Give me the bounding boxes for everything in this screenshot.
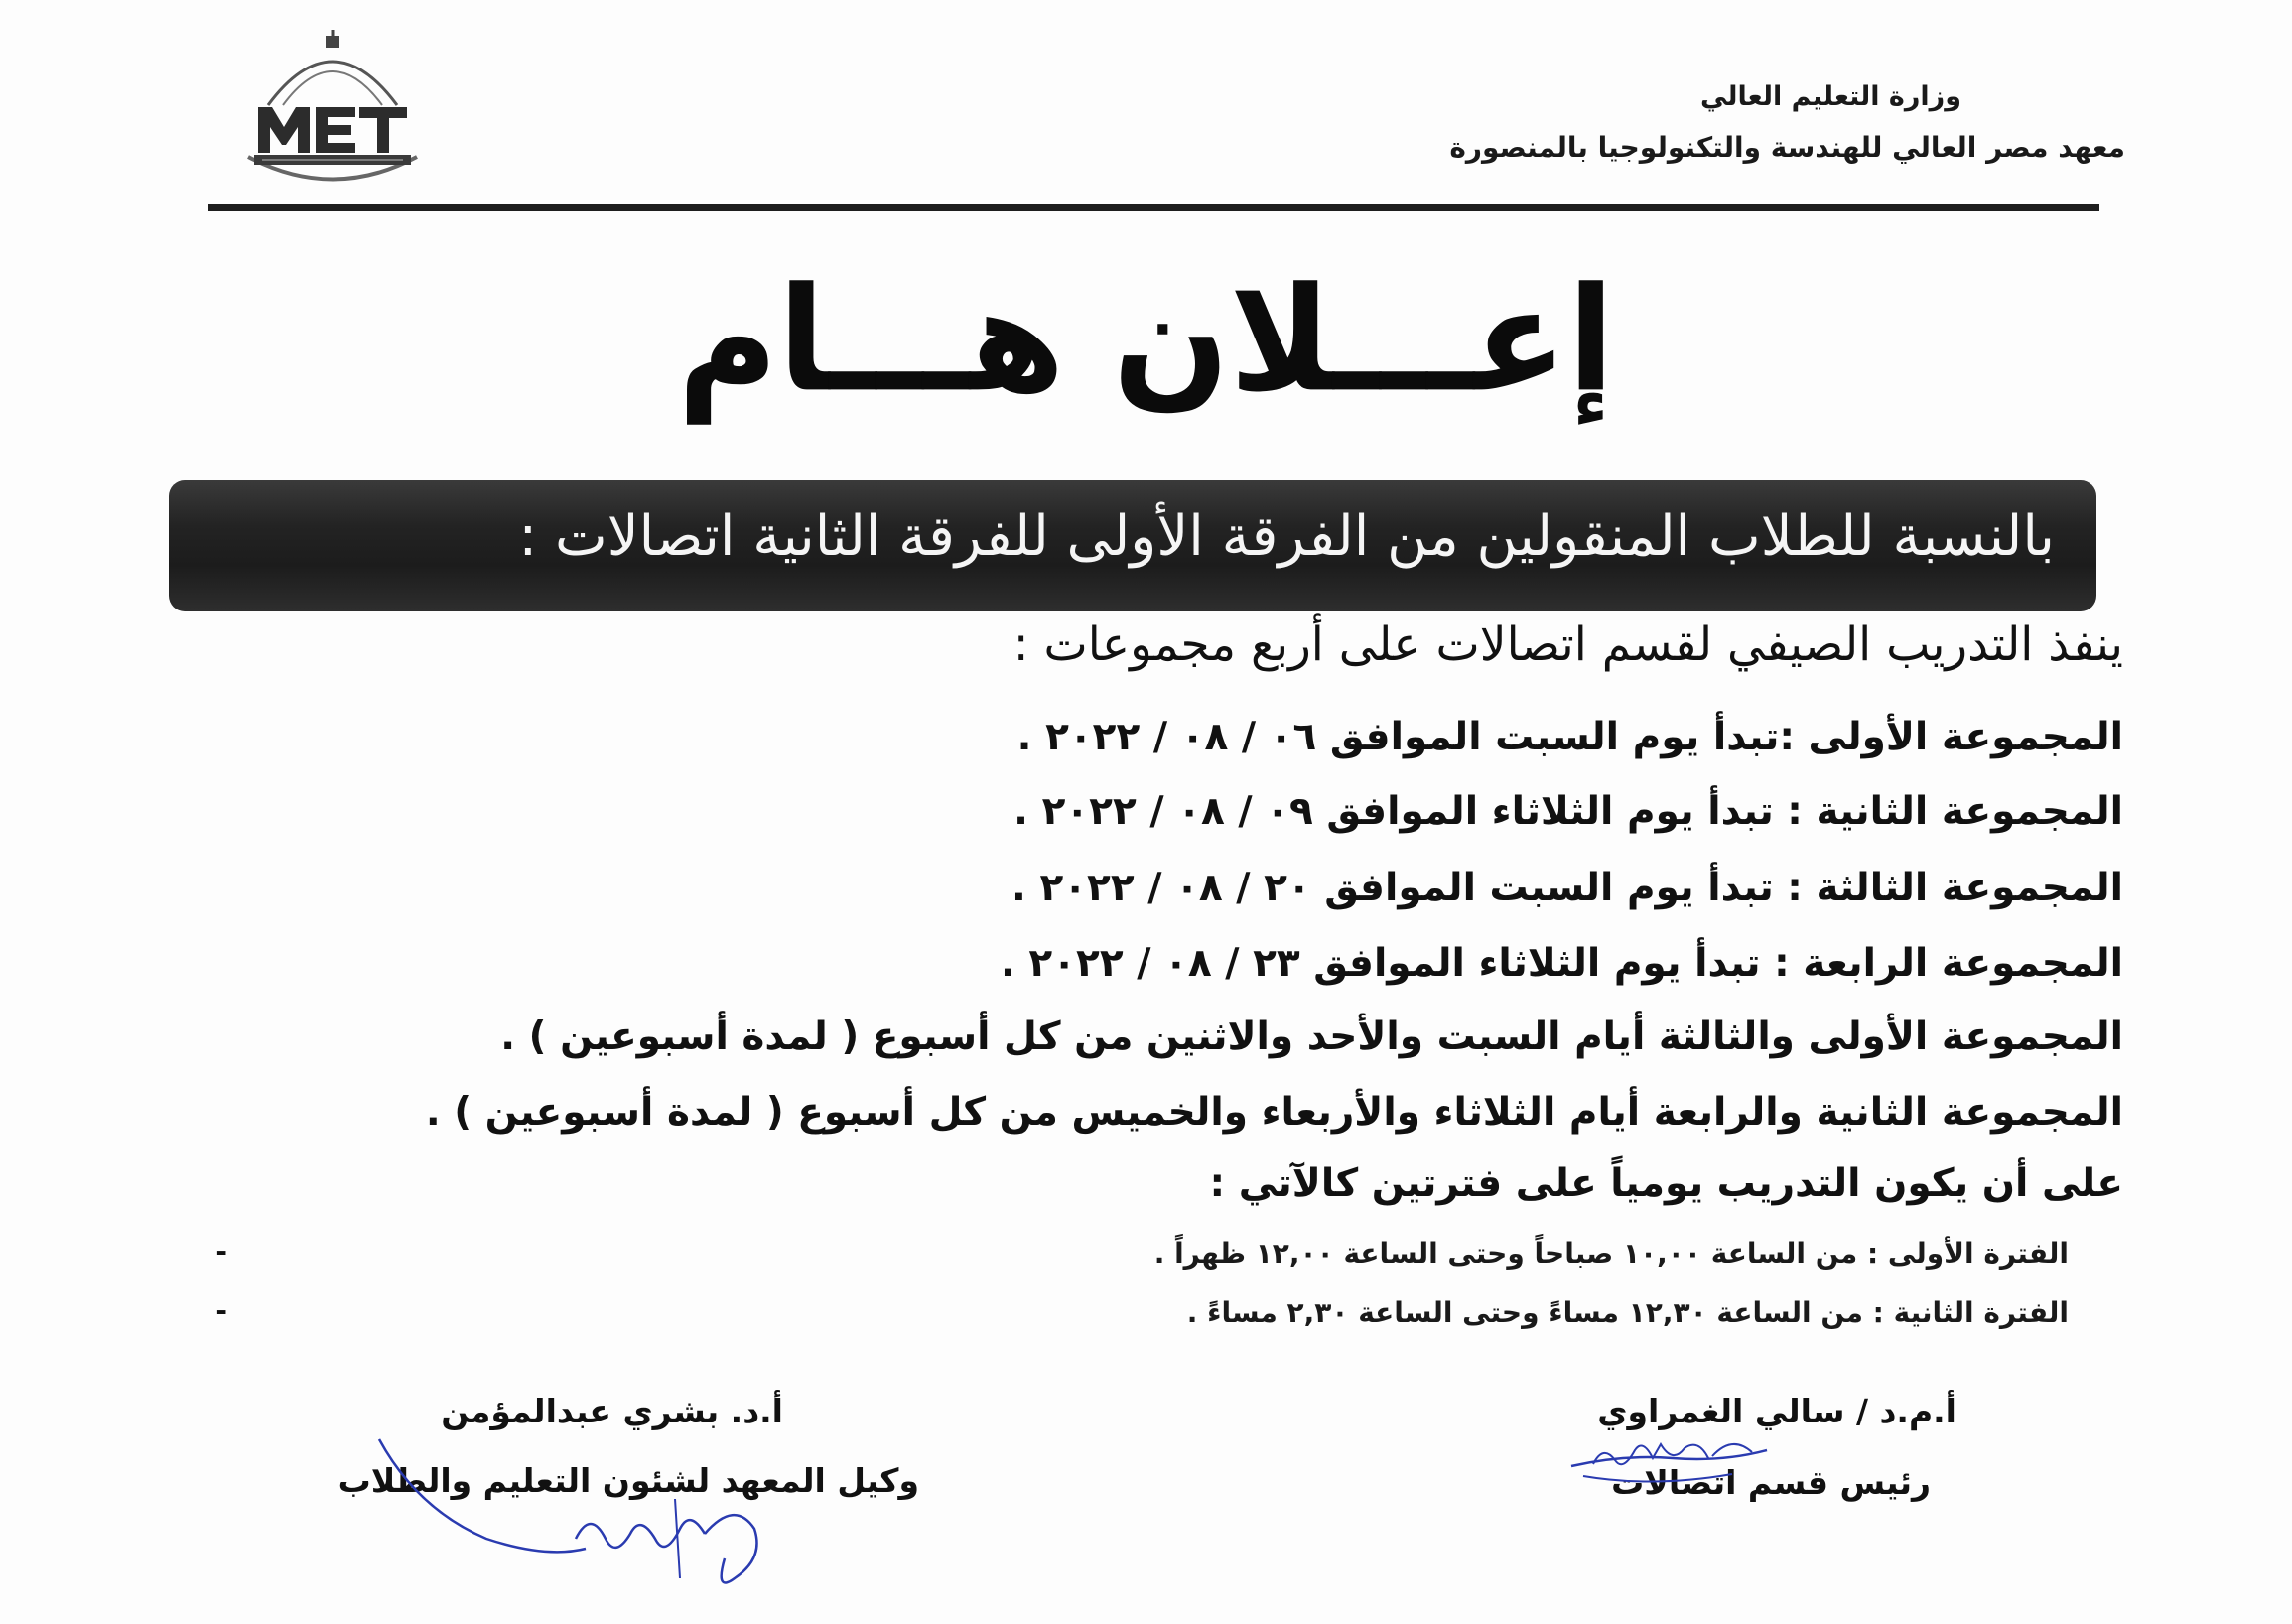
announcement-title: إعـــلان هـــام — [677, 255, 1615, 424]
header-divider — [208, 204, 2099, 211]
banner-text: بالنسبة للطلاب المنقولين من الفرقة الأولى للفرقة الثانية اتصالات : — [518, 504, 2055, 569]
left-signatory-name: أ.د. بشري عبدالمؤمن — [441, 1392, 783, 1430]
group-3-line: المجموعة الثالثة : تبدأ يوم السبت الموافق ٢٠ / ٠٨ / ٢٠٢٢ . — [1011, 866, 2123, 910]
left-handwritten-signature — [377, 1429, 774, 1598]
period-2: الفترة الثانية : من الساعة ١٢,٣٠ مساءً وحتى الساعة ٢,٣٠ مساءً . — [1186, 1296, 2069, 1329]
group-4-line: المجموعة الرابعة : تبدأ يوم الثلاثاء الموافق ٢٣ / ٠٨ / ٢٠٢٢ . — [1001, 941, 2123, 986]
period-1: الفترة الأولى : من الساعة ١٠,٠٠ صباحاً وحتى الساعة ١٢,٠٠ ظهراً . — [1153, 1237, 2069, 1270]
intro-text: ينفذ التدريب الصيفي لقسم اتصالات على أربع مجموعات : — [1012, 617, 2123, 672]
audience-banner — [169, 480, 2096, 611]
schedule-line-2: المجموعة الثانية والرابعة أيام الثلاثاء والأربعاء والخميس من كل أسبوع ( لمدة أسبوعين ) . — [425, 1090, 2123, 1135]
bullet-dash: - — [215, 1235, 227, 1268]
condition-text: على أن يكون التدريب يومياً على فترتين كالآتي : — [1209, 1161, 2123, 1206]
right-handwritten-signature — [1563, 1415, 1782, 1524]
group-2-line: المجموعة الثانية : تبدأ يوم الثلاثاء الموافق ٠٩ / ٠٨ / ٢٠٢٢ . — [1013, 789, 2123, 834]
bullet-dash: - — [215, 1294, 227, 1327]
right-signatory-name: أ.م.د / سالي الغمراوي — [1597, 1392, 1956, 1430]
right-signatory-title: رئيس قسم اتصالات — [1611, 1463, 1931, 1502]
left-signatory-title: وكيل المعهد لشئون التعليم والطلاب — [337, 1461, 919, 1500]
institute-logo — [228, 28, 437, 187]
ministry-name: وزارة التعليم العالي — [1700, 81, 1961, 112]
schedule-line-1: المجموعة الأولى والثالثة أيام السبت والأحد والاثنين من كل أسبوع ( لمدة أسبوعين ) . — [500, 1015, 2123, 1059]
institute-name: معهد مصر العالي للهندسة والتكنولوجيا بالمنصورة — [1449, 131, 2125, 164]
group-1-line: المجموعة الأولى :تبدأ يوم السبت الموافق ٠٦ / ٠٨ / ٢٠٢٢ . — [1016, 715, 2123, 759]
